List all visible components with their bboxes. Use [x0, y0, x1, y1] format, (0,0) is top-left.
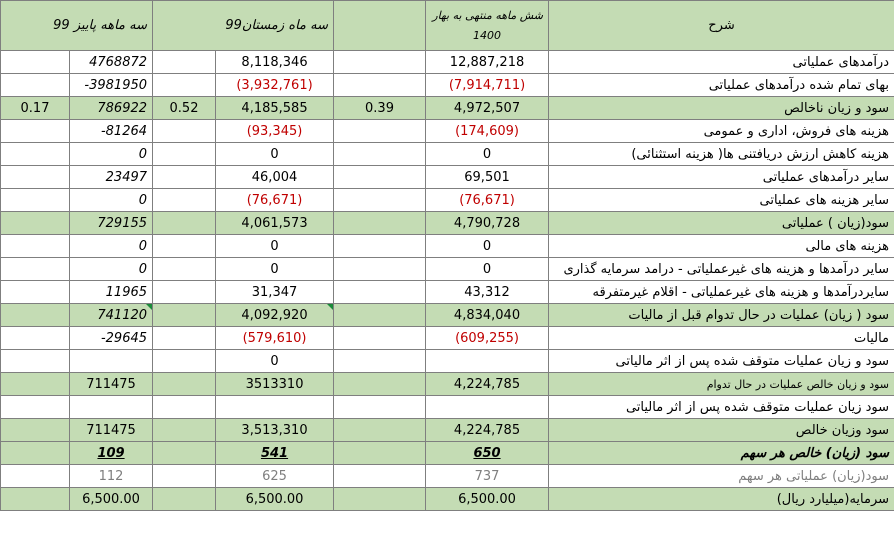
- ratio-spring-cell[interactable]: [334, 51, 426, 74]
- ratio-winter-cell[interactable]: [153, 327, 216, 350]
- description-cell[interactable]: بهای تمام شده درآمدهای عملیاتی: [549, 74, 894, 97]
- ratio-fall-cell[interactable]: [1, 419, 70, 442]
- fall-cell[interactable]: 0: [70, 143, 153, 166]
- header-spring1400-line2: 1400: [473, 28, 502, 42]
- ratio-winter-cell[interactable]: [153, 166, 216, 189]
- winter-cell[interactable]: (3,932,761): [216, 74, 334, 97]
- description-cell[interactable]: سایر درآمدها و هزینه های غیرعملیاتی - درامد سرمایه گذاری: [549, 258, 894, 281]
- description-cell[interactable]: سود ( زیان) عملیات در حال تدوام قبل از مالیات: [549, 304, 894, 327]
- winter-cell[interactable]: 4,092,920: [216, 304, 334, 327]
- spring-cell[interactable]: 43,312: [426, 281, 549, 304]
- header-blank[interactable]: [334, 1, 426, 51]
- ratio-spring-cell[interactable]: [334, 350, 426, 373]
- ratio-fall-cell[interactable]: [1, 120, 70, 143]
- ratio-spring-cell[interactable]: [334, 212, 426, 235]
- ratio-spring-cell[interactable]: [334, 419, 426, 442]
- ratio-winter-cell[interactable]: [153, 212, 216, 235]
- ratio-fall-cell[interactable]: [1, 235, 70, 258]
- table-row: [1, 419, 894, 442]
- description-cell[interactable]: سود و زیان ناخالص: [549, 97, 894, 120]
- ratio-spring-cell[interactable]: [334, 442, 426, 465]
- description-cell[interactable]: سود زیان عملیات متوقف شده پس از اثر مالیاتی: [549, 396, 894, 419]
- ratio-fall-cell[interactable]: [1, 51, 70, 74]
- winter-cell[interactable]: [216, 396, 334, 419]
- description-cell[interactable]: سایردرآمدها و هزینه های غیرعملیاتی - اقلام غیرمتفرقه: [549, 281, 894, 304]
- ratio-fall-cell[interactable]: [1, 350, 70, 373]
- table-row: [1, 97, 894, 120]
- winter-cell[interactable]: 0: [216, 258, 334, 281]
- ratio-winter-cell[interactable]: [153, 74, 216, 97]
- ratio-winter-cell[interactable]: [153, 304, 216, 327]
- table-row: [1, 373, 894, 396]
- fall-cell[interactable]: 0: [70, 258, 153, 281]
- description-cell[interactable]: سایر هزینه های عملیاتی: [549, 189, 894, 212]
- table-row: [1, 189, 894, 212]
- ratio-fall-cell[interactable]: [1, 442, 70, 465]
- winter-cell[interactable]: 0: [216, 143, 334, 166]
- winter-cell[interactable]: 3513310: [216, 373, 334, 396]
- ratio-fall-cell[interactable]: [1, 212, 70, 235]
- description-cell[interactable]: سایر درآمدهای عملیاتی: [549, 166, 894, 189]
- ratio-spring-cell[interactable]: [334, 465, 426, 488]
- spring-cell[interactable]: 0: [426, 143, 549, 166]
- header-spring1400[interactable]: [426, 1, 549, 51]
- table-row: [1, 465, 894, 488]
- description-cell[interactable]: سود(زیان ) عملیاتی: [549, 212, 894, 235]
- winter-cell[interactable]: 0: [216, 350, 334, 373]
- ratio-winter-cell[interactable]: [153, 465, 216, 488]
- table-row: [1, 350, 894, 373]
- table-row: [1, 51, 894, 74]
- table-row: [1, 258, 894, 281]
- ratio-fall-cell[interactable]: [1, 304, 70, 327]
- ratio-spring-cell[interactable]: [334, 258, 426, 281]
- winter-cell[interactable]: 6,500.00: [216, 488, 334, 511]
- ratio-winter-cell[interactable]: [153, 51, 216, 74]
- table-row: [1, 304, 894, 327]
- ratio-fall-cell[interactable]: [1, 189, 70, 212]
- ratio-spring-cell[interactable]: [334, 373, 426, 396]
- header-spring1400-line1: شش ماهه منتهی به بهار: [432, 8, 544, 22]
- table-row: [1, 488, 894, 511]
- ratio-fall-cell[interactable]: [1, 281, 70, 304]
- fall-cell[interactable]: 711475: [70, 373, 153, 396]
- ratio-spring-cell[interactable]: [334, 304, 426, 327]
- spring-cell[interactable]: (609,255): [426, 327, 549, 350]
- table-row: [1, 166, 894, 189]
- description-cell[interactable]: سود و زیان عملیات متوقف شده پس از اثر مالیاتی: [549, 350, 894, 373]
- ratio-fall-cell[interactable]: [1, 74, 70, 97]
- ratio-winter-cell[interactable]: [153, 120, 216, 143]
- table-row: [1, 74, 894, 97]
- fall-cell[interactable]: -3981950: [70, 74, 153, 97]
- table-row: [1, 281, 894, 304]
- ratio-fall-cell[interactable]: [1, 396, 70, 419]
- winter-cell[interactable]: 3,513,310: [216, 419, 334, 442]
- winter-cell[interactable]: 541: [216, 442, 334, 465]
- table-row: [1, 396, 894, 419]
- description-cell[interactable]: هزینه های فروش، اداری و عمومی: [549, 120, 894, 143]
- ratio-winter-cell[interactable]: [153, 258, 216, 281]
- header-winter99[interactable]: سه ماه زمستان99: [153, 1, 334, 51]
- spring-cell[interactable]: 12,887,218: [426, 51, 549, 74]
- description-cell[interactable]: هزینه کاهش ارزش دریافتنی ها( هزینه استثنائی): [549, 143, 894, 166]
- ratio-winter-cell[interactable]: [153, 350, 216, 373]
- header-row: [1, 1, 894, 51]
- table-row: [1, 143, 894, 166]
- ratio-fall-cell[interactable]: [1, 488, 70, 511]
- ratio-fall-cell[interactable]: [1, 465, 70, 488]
- spring-cell[interactable]: [426, 396, 549, 419]
- description-cell[interactable]: سرمایه(میلیارد ریال): [549, 488, 894, 511]
- ratio-spring-cell[interactable]: [334, 327, 426, 350]
- ratio-fall-cell[interactable]: [1, 166, 70, 189]
- ratio-winter-cell[interactable]: [153, 396, 216, 419]
- winter-cell[interactable]: 4,061,573: [216, 212, 334, 235]
- ratio-spring-cell[interactable]: [334, 235, 426, 258]
- ratio-winter-cell[interactable]: [153, 442, 216, 465]
- spring-cell[interactable]: [426, 350, 549, 373]
- spring-cell[interactable]: 737: [426, 465, 549, 488]
- ratio-spring-cell[interactable]: [334, 120, 426, 143]
- fall-cell[interactable]: 6,500.00: [70, 488, 153, 511]
- fall-cell[interactable]: 11965: [70, 281, 153, 304]
- ratio-spring-cell[interactable]: [334, 488, 426, 511]
- description-cell[interactable]: سود(زیان) عملیاتی هر سهم: [549, 465, 894, 488]
- fall-cell[interactable]: 23497: [70, 166, 153, 189]
- spring-cell[interactable]: 6,500.00: [426, 488, 549, 511]
- description-cell[interactable]: هزینه های مالی: [549, 235, 894, 258]
- winter-cell[interactable]: (93,345): [216, 120, 334, 143]
- spring-cell[interactable]: 4,834,040: [426, 304, 549, 327]
- spring-cell[interactable]: 4,790,728: [426, 212, 549, 235]
- ratio-spring-cell[interactable]: [334, 189, 426, 212]
- fall-cell[interactable]: 0: [70, 235, 153, 258]
- winter-cell[interactable]: 46,004: [216, 166, 334, 189]
- spring-cell[interactable]: (76,671): [426, 189, 549, 212]
- ratio-spring-cell[interactable]: [334, 281, 426, 304]
- table-row: [1, 120, 894, 143]
- description-cell[interactable]: درآمدهای عملیاتی: [549, 51, 894, 74]
- spring-cell[interactable]: (174,609): [426, 120, 549, 143]
- ratio-fall-cell[interactable]: [1, 327, 70, 350]
- ratio-spring-cell[interactable]: [334, 396, 426, 419]
- ratio-winter-cell[interactable]: [153, 235, 216, 258]
- table-row: [1, 235, 894, 258]
- ratio-spring-cell[interactable]: 0.39: [334, 97, 426, 120]
- spring-cell[interactable]: 650: [426, 442, 549, 465]
- spring-cell[interactable]: 4,972,507: [426, 97, 549, 120]
- table-row: [1, 327, 894, 350]
- spring-cell[interactable]: 0: [426, 258, 549, 281]
- winter-cell[interactable]: 31,347: [216, 281, 334, 304]
- fall-cell[interactable]: 711475: [70, 419, 153, 442]
- spring-cell[interactable]: 0: [426, 235, 549, 258]
- header-description[interactable]: شرح: [549, 1, 894, 51]
- ratio-fall-cell[interactable]: 0.17: [1, 97, 70, 120]
- description-cell[interactable]: سود وزیان خالص: [549, 419, 894, 442]
- ratio-fall-cell[interactable]: [1, 143, 70, 166]
- spring-cell[interactable]: 4,224,785: [426, 419, 549, 442]
- fall-cell[interactable]: [70, 396, 153, 419]
- fall-cell[interactable]: -81264: [70, 120, 153, 143]
- ratio-winter-cell[interactable]: [153, 419, 216, 442]
- table-row: [1, 212, 894, 235]
- ratio-spring-cell[interactable]: [334, 143, 426, 166]
- winter-cell[interactable]: 4,185,585: [216, 97, 334, 120]
- ratio-spring-cell[interactable]: [334, 74, 426, 97]
- ratio-spring-cell[interactable]: [334, 166, 426, 189]
- winter-cell[interactable]: (76,671): [216, 189, 334, 212]
- ratio-fall-cell[interactable]: [1, 258, 70, 281]
- ratio-winter-cell[interactable]: [153, 189, 216, 212]
- fall-cell[interactable]: 112: [70, 465, 153, 488]
- description-cell[interactable]: مالیات: [549, 327, 894, 350]
- winter-cell[interactable]: 625: [216, 465, 334, 488]
- ratio-winter-cell[interactable]: [153, 373, 216, 396]
- description-cell[interactable]: سود (زیان) خالص هر سهم: [549, 442, 894, 465]
- fall-cell[interactable]: 109: [70, 442, 153, 465]
- fall-cell[interactable]: [70, 350, 153, 373]
- header-fall99[interactable]: سه ماهه پاییز 99: [1, 1, 153, 51]
- fall-cell[interactable]: 729155: [70, 212, 153, 235]
- fall-cell[interactable]: 786922: [70, 97, 153, 120]
- fall-cell[interactable]: 0: [70, 189, 153, 212]
- winter-cell[interactable]: (579,610): [216, 327, 334, 350]
- ratio-winter-cell[interactable]: [153, 488, 216, 511]
- winter-cell[interactable]: 0: [216, 235, 334, 258]
- spring-cell[interactable]: (7,914,711): [426, 74, 549, 97]
- fall-cell[interactable]: 4768872: [70, 51, 153, 74]
- ratio-winter-cell[interactable]: 0.52: [153, 97, 216, 120]
- fall-cell[interactable]: -29645: [70, 327, 153, 350]
- ratio-fall-cell[interactable]: [1, 373, 70, 396]
- table-row: [1, 442, 894, 465]
- spring-cell[interactable]: 4,224,785: [426, 373, 549, 396]
- fall-cell[interactable]: 741120: [70, 304, 153, 327]
- ratio-winter-cell[interactable]: [153, 143, 216, 166]
- winter-cell[interactable]: 8,118,346: [216, 51, 334, 74]
- ratio-winter-cell[interactable]: [153, 281, 216, 304]
- description-cell[interactable]: سود و زیان خالص عملیات در حال تدوام: [549, 373, 894, 396]
- spring-cell[interactable]: 69,501: [426, 166, 549, 189]
